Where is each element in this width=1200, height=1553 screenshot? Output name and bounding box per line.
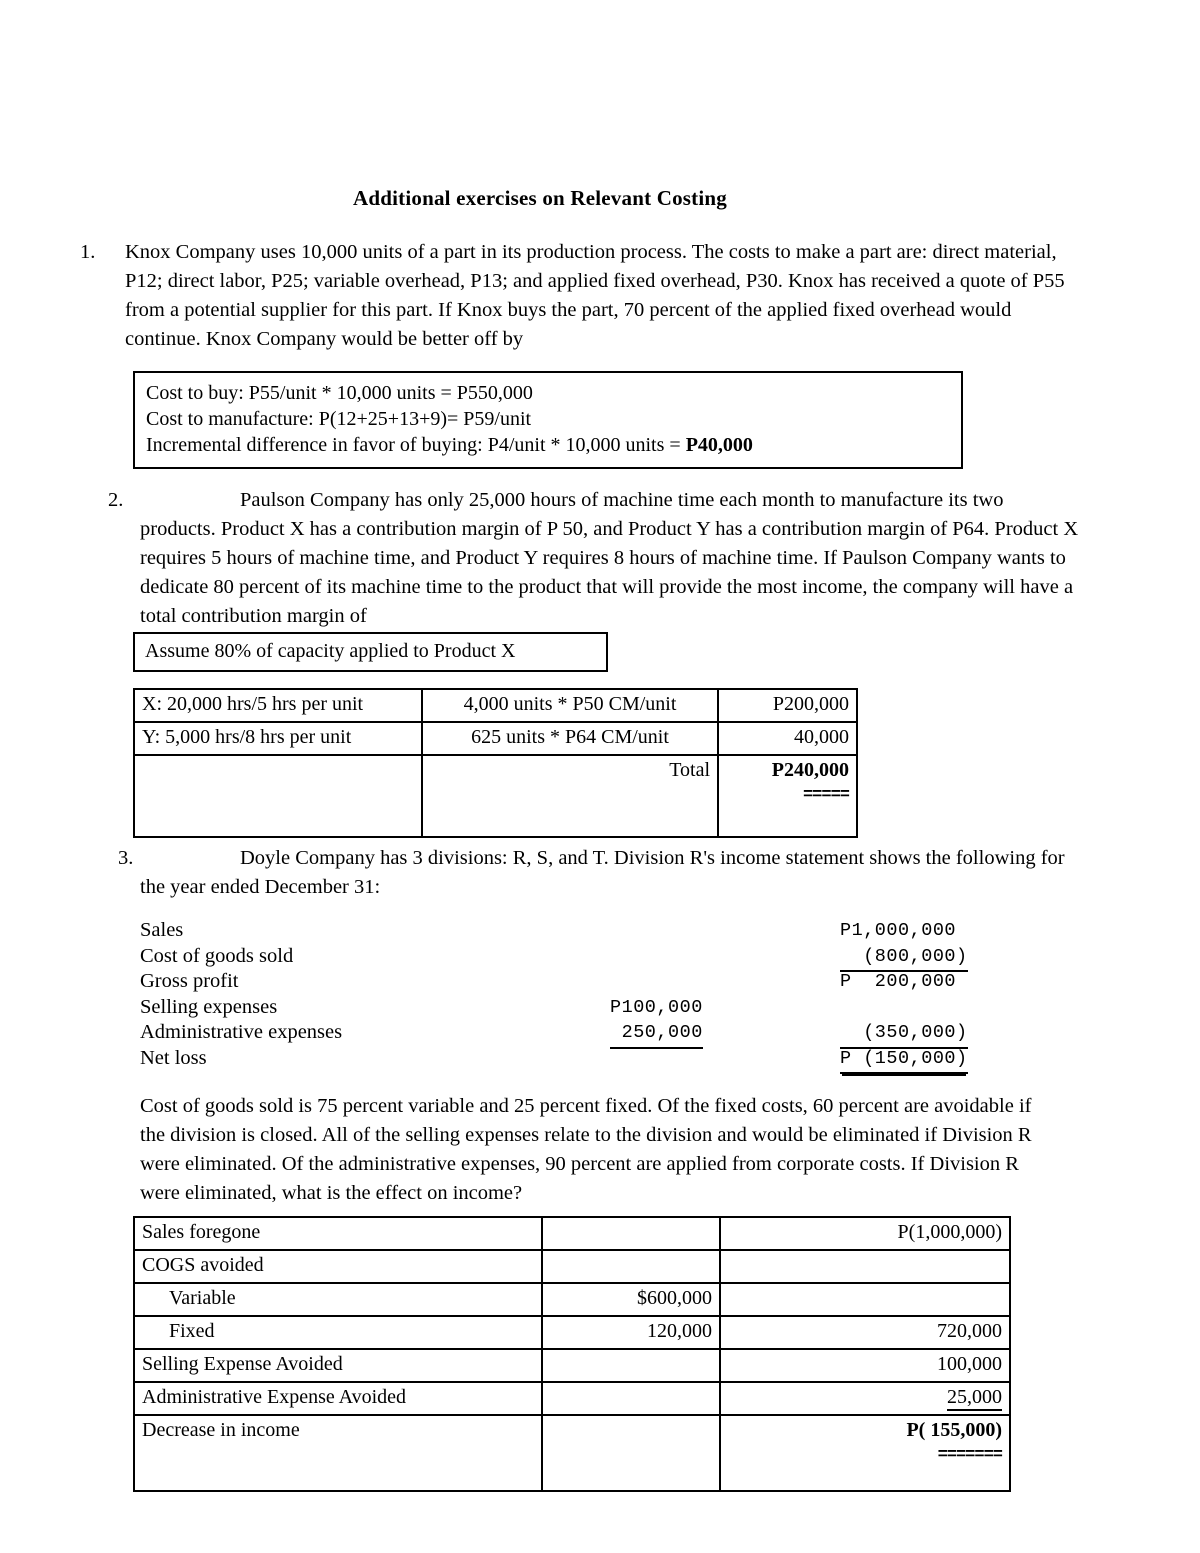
q3-row2-label: COGS avoided — [134, 1250, 542, 1283]
question-3-details: Cost of goods sold is 75 percent variable and 25 percent fixed. Of the fixed costs, 60 percent are avoidable if the division is closed. All of the selling expenses relate to the division and would be eliminated if Division R were eliminated. Of the administrative expenses, 90 percent are applied from corporate costs. If Division R were eliminated, what is the effect on income? — [140, 1095, 1032, 1204]
q3-row6-label: Administrative Expense Avoided — [134, 1382, 542, 1415]
income-amount-sales: P1,000,000 — [840, 920, 957, 941]
q3-row5-label: Selling Expense Avoided — [134, 1349, 542, 1382]
answer1-incremental-difference — [146, 432, 961, 458]
question-text-3 — [140, 844, 1080, 902]
table-row-total — [134, 1415, 1010, 1491]
q2-total-amount — [718, 755, 857, 837]
q3-row3-middle: $600,000 — [542, 1283, 720, 1316]
question-text-2 — [140, 486, 1080, 631]
q3-row3-label: Variable — [134, 1283, 542, 1316]
income-amount-net-loss: P (150,000) — [840, 1046, 968, 1075]
q3-row7-amount — [720, 1415, 1010, 1491]
table-row — [134, 1316, 1010, 1349]
q2-row2-amount: 40,000 — [718, 722, 857, 755]
q2-total-label: Total — [422, 755, 718, 837]
q3-row4-amount: 720,000 — [720, 1316, 1010, 1349]
q3-row6-amount — [720, 1382, 1010, 1415]
q2-double-rule: ===== — [802, 786, 849, 805]
question-text-3-content: Doyle Company has 3 divisions: R, S, and T. Division R's income statement shows the following for the year ended December 31: — [140, 847, 1065, 898]
q3-total-value: P( 155,000) — [906, 1419, 1002, 1441]
q3-row4-label: Fixed — [134, 1316, 542, 1349]
income-amount-admin-sub: 250,000 — [610, 1020, 703, 1049]
income-label-admin: Administrative expenses — [140, 1021, 343, 1043]
question-item-2 — [108, 486, 1080, 631]
q2-total-value: P240,000 — [771, 759, 849, 781]
income-label-selling: Selling expenses — [140, 995, 278, 1018]
table-row — [134, 1382, 1010, 1415]
question-text-1: Knox Company uses 10,000 units of a part in its production process. The costs to make a part are: direct material, P12; direct labor, P25; variable overhead, P13; and applied fixed overhead, P30. Knox has received a quote of P55 from a potential supplier for this part. If Knox buys the part, 70 percent of the applied fixed overhead would continue. Knox Company would be better off by — [125, 241, 1065, 350]
income-amount-admin-total: (350,000) — [840, 1020, 968, 1049]
table-row-total — [134, 755, 857, 837]
q3-row2-amount — [720, 1250, 1010, 1283]
q2-row1-amount: P200,000 — [718, 689, 857, 722]
answer1-incremental-label: Incremental difference in favor of buying: P4/unit * 10,000 units = — [146, 434, 686, 456]
assume-capacity-box: Assume 80% of capacity applied to Product X — [133, 632, 608, 672]
q2-total-blank — [134, 755, 422, 837]
q3-row2-middle — [542, 1250, 720, 1283]
table-row — [134, 722, 857, 755]
question-text-2-content: Paulson Company has only 25,000 hours of machine time each month to manufacture its two products. Product X has a contribution margin of P 50, and Product Y has a contribution margin of P64. Product X requires 5 hours of machine time, and Product Y requires 8 hours of machine time. If Paulson Company wants to dedicate 80 percent of its machine time to the product that will provide the most income, the company will have a total contribution margin of — [140, 489, 1079, 627]
income-row-gross-profit — [140, 969, 957, 995]
q3-row5-middle — [542, 1349, 720, 1382]
q2-row1-computation: 4,000 units * P50 CM/unit — [422, 689, 718, 722]
q3-row4-middle: 120,000 — [542, 1316, 720, 1349]
question-item-3 — [118, 844, 1080, 902]
q3-row7-middle — [542, 1415, 720, 1491]
question-number-1: 1. — [80, 241, 96, 263]
question-item-1 — [80, 238, 1080, 354]
table-row — [134, 1283, 1010, 1316]
answer1-cost-to-buy: Cost to buy: P55/unit * 10,000 units = P550,000 — [146, 382, 533, 404]
q3-row5-amount: 100,000 — [720, 1349, 1010, 1382]
income-amount-gross-profit: P 200,000 — [840, 971, 957, 992]
q2-row2-description: Y: 5,000 hrs/8 hrs per unit — [134, 722, 422, 755]
table-question-2 — [133, 688, 858, 838]
answer-box-1 — [133, 371, 963, 469]
table-question-3 — [133, 1216, 1011, 1492]
income-amount-cogs: (800,000) — [840, 944, 968, 973]
income-label-cogs: Cost of goods sold — [140, 944, 294, 967]
page-title: Additional exercises on Relevant Costing — [353, 186, 727, 210]
q3-row1-middle — [542, 1217, 720, 1250]
income-label-net-loss: Net loss — [140, 1046, 207, 1069]
question-number-2: 2. — [108, 489, 124, 511]
q3-row7-label: Decrease in income — [134, 1415, 542, 1491]
table-row — [134, 1217, 1010, 1250]
answer1-incremental-value: P40,000 — [685, 434, 753, 456]
q3-row1-label: Sales foregone — [134, 1217, 542, 1250]
income-row-cogs — [140, 944, 968, 970]
q3-row6-middle — [542, 1382, 720, 1415]
q2-row1-description: X: 20,000 hrs/5 hrs per unit — [134, 689, 422, 722]
income-amount-selling: P100,000 — [610, 996, 703, 1018]
q3-row3-amount — [720, 1283, 1010, 1316]
q3-double-rule: ======= — [937, 1446, 1002, 1465]
answer1-cost-to-manufacture: Cost to manufacture: P(12+25+13+9)= P59/unit — [146, 408, 532, 430]
q2-row2-computation: 625 units * P64 CM/unit — [422, 722, 718, 755]
q3-row6-amount-value: 25,000 — [947, 1386, 1002, 1411]
income-statement — [140, 918, 968, 1071]
table-row — [134, 1250, 1010, 1283]
table-row — [134, 689, 857, 722]
income-label-sales: Sales — [140, 919, 184, 941]
income-row-selling — [140, 995, 900, 1021]
table-row — [134, 1349, 1010, 1382]
income-row-sales — [140, 918, 957, 944]
income-row-net-loss — [140, 1046, 968, 1072]
income-row-admin — [140, 1020, 968, 1046]
q3-row1-amount: P(1,000,000) — [720, 1217, 1010, 1250]
question-number-3: 3. — [118, 847, 134, 869]
income-label-gross-profit: Gross profit — [140, 970, 239, 992]
